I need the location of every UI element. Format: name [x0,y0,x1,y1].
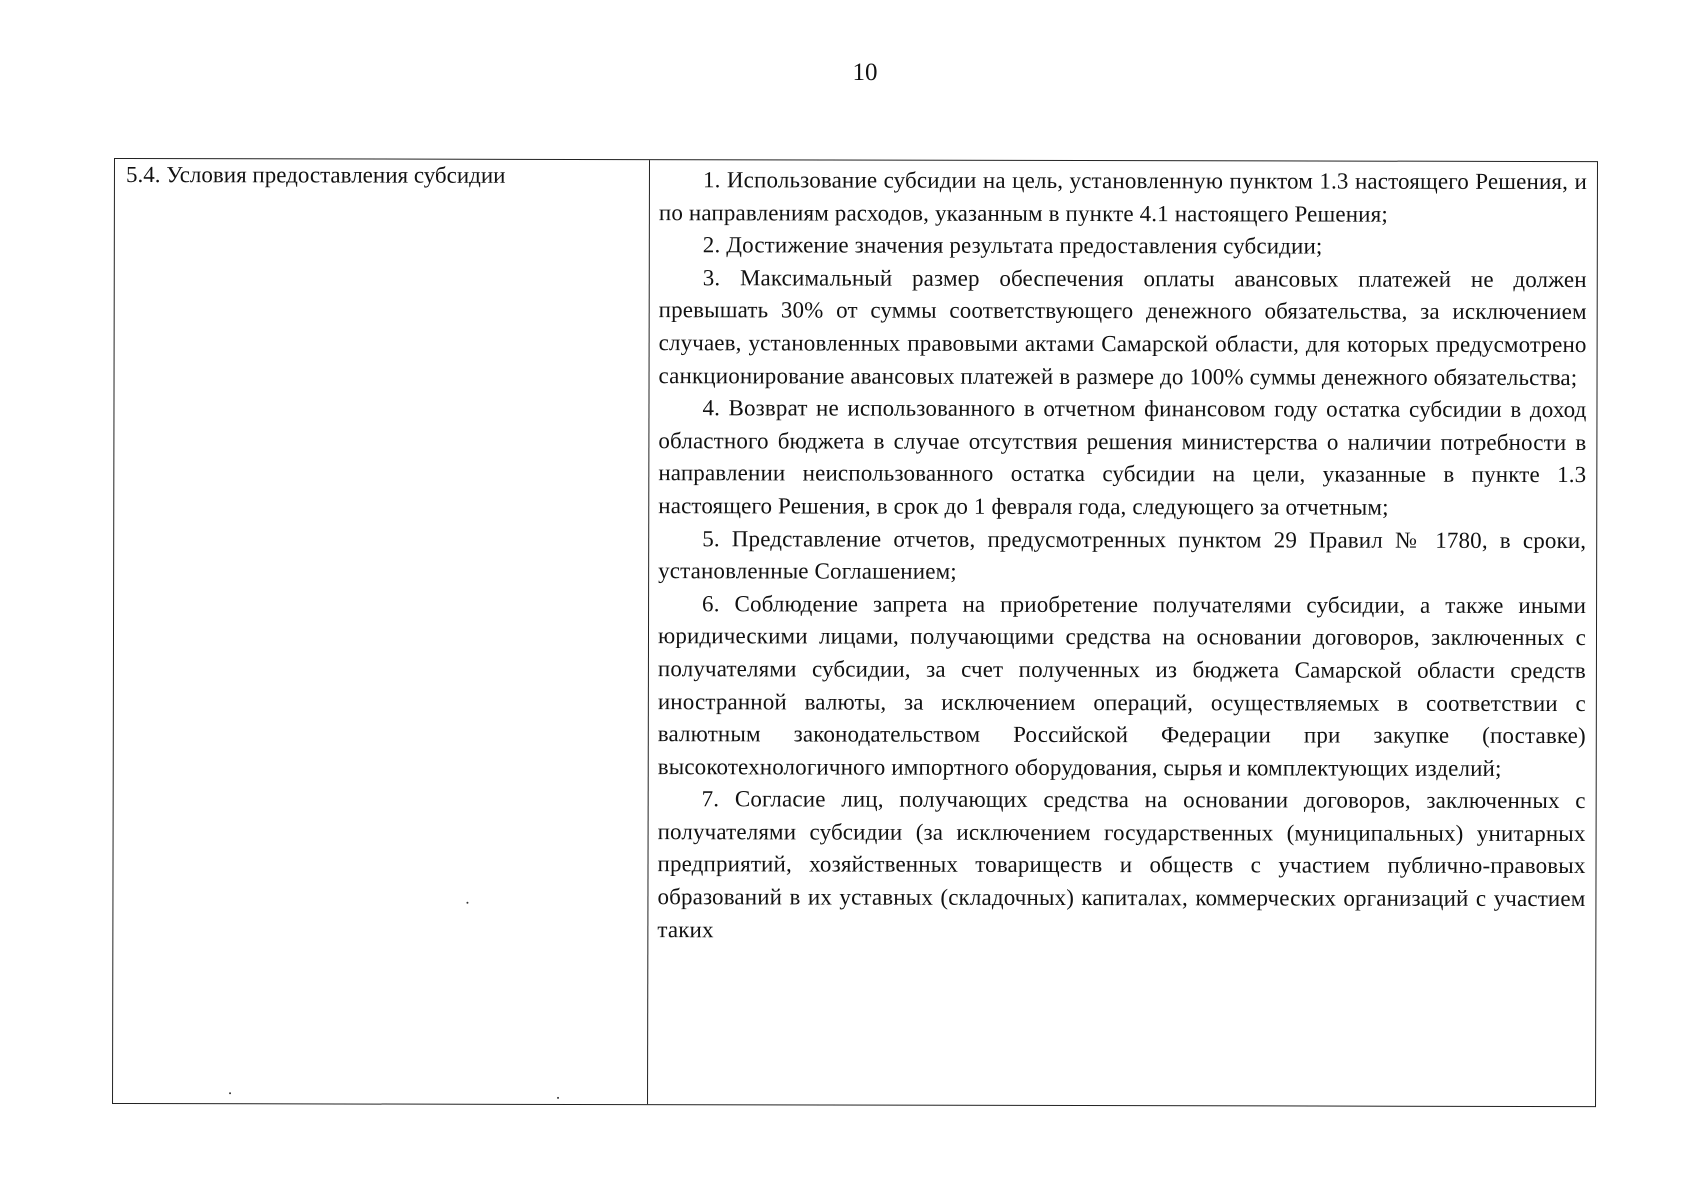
scan-speck [229,1092,231,1094]
condition-paragraph-5: 5. Представление отчетов, предусмотренных пунктом 29 Правил № 1780, в сроки, установленные Соглашением; [658,525,1587,584]
column-divider [647,160,650,1104]
condition-paragraph-7: 7. Согласие лиц, получающих средства на основании договоров, заключенных с получателями субсидии (за исключением государственных (муниципальных) унитарных предприятий, хозяйственных товариществ и обществ с участием публично-правовых образований в их уставных (складочных) капиталах, коммерческих организаций с участием таких [657,786,1586,942]
condition-paragraph-1: 1. Использование субсидии на цель, установленную пунктом 1.3 настоящего Решения, и по направлениям расходов, указанным в пункте 4.1 настоящего Решения; [658,167,1587,227]
scan-speck [557,1097,559,1099]
scan-speck [466,902,468,904]
conditions-list [657,164,1587,948]
condition-paragraph-3: 3. Максимальный размер обеспечения оплаты авансовых платежей не должен превышать 30% от суммы соответствующего денежного обязательства, за исключением случаев, установленных правовыми актами Самарской области, для которых предусмотрено санкционирование авансовых платежей в размере до 100% суммы денежного обязательства; [658,265,1587,390]
condition-paragraph-4: 4. Возврат не использованного в отчетном финансовом году остатка субсидии в доход областного бюджета в случае отсутствия решения министерства о наличии потребности в направлении неиспользованного остатка субсидии на цели, указанные в пункте 1.3 настоящего Решения, в срок до 1 февраля года, следующего за отчетным; [658,395,1587,520]
table-row-label: 5.4. Условия предоставления субсидии [125,162,506,188]
page-number: 10 [852,59,878,86]
condition-paragraph-2: 2. Достижение значения результата предоставления субсидии; [702,232,1323,259]
condition-paragraph-6: 6. Соблюдение запрета на приобретение получателями субсидии, а также иными юридическими лицами, получающими средства на основании договоров, заключенных с получателями субсидии, за счет полученных из бюджета Самарской области средств иностранной валюты, за исключением операций, осуществляемых в соответствии с валютным законодательством Российской Федерации при закупке (поставке) высокотехнологичного импортного оборудования, сырья и комплектующих изделий; [657,590,1587,781]
conditions-table [112,158,1598,1107]
